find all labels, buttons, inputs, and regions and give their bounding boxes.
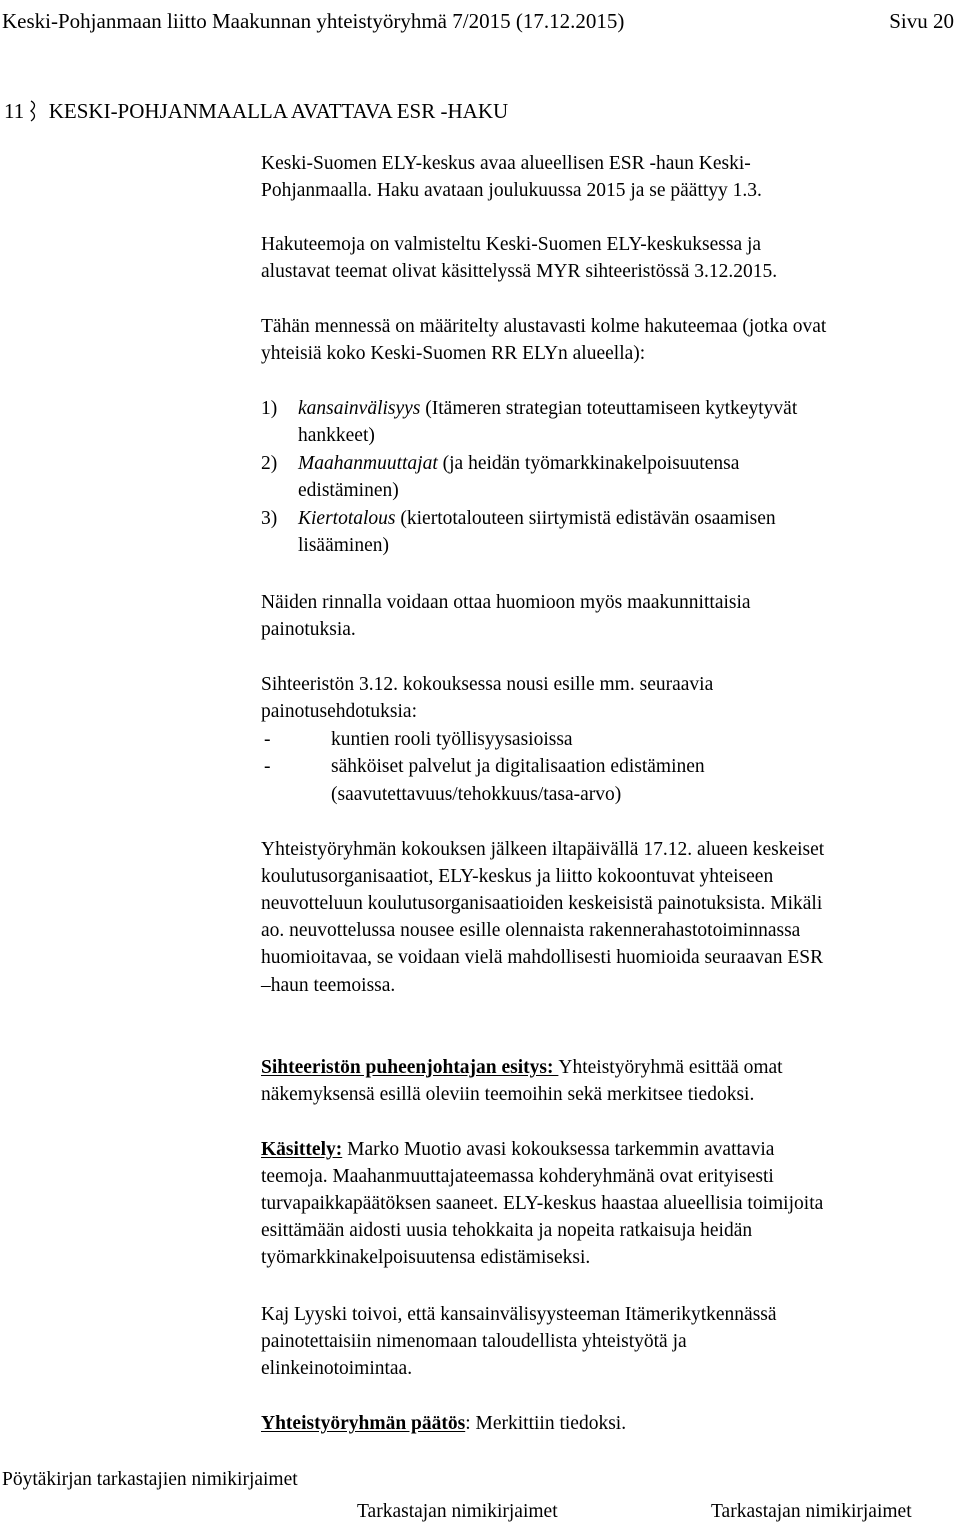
suggestion-2-text-cont: (saavutettavuus/tehokkuus/tasa-arvo) <box>331 784 622 805</box>
footer-inspector-2: Tarkastajan nimikirjaimet <box>711 1501 912 1522</box>
defined-para-line-1: Tähän mennessä on määritelty alustavasti kolme hakuteemaa (jotka ovat <box>261 316 827 337</box>
intro-line-2: Pohjanmaalla. Haku avataan joulukuussa 2015 ja se päättyy 1.3. <box>261 180 762 201</box>
handling-label: Käsittely: <box>261 1139 343 1160</box>
parallel-para-line-1: Näiden rinnalla voidaan ottaa huomioon myös maakunnittaisia <box>261 592 751 613</box>
intro-line-1: Keski-Suomen ELY-keskus avaa alueellisen ESR -haun Keski- <box>261 153 751 174</box>
after-meeting-line-2: koulutusorganisaatiot, ELY-keskus ja liitto kokoontuvat yhteiseen <box>261 866 774 887</box>
theme-3-number: 3) <box>261 508 278 529</box>
section-number: 11 <box>4 99 25 123</box>
theme-3-name: Kiertotalous <box>298 508 396 529</box>
after-meeting-line-1: Yhteistyöryhmän kokouksen jälkeen iltapäivällä 17.12. alueen keskeiset <box>261 839 825 860</box>
themes-para-line-1: Hakuteemoja on valmisteltu Keski-Suomen ELY-keskuksessa ja <box>261 234 762 255</box>
theme-3-desc: (kiertotalouteen siirtymistä edistävän osaamisen <box>395 508 776 529</box>
theme-1-desc-cont: hankkeet) <box>298 425 375 446</box>
suggestion-1-dash: - <box>264 729 271 750</box>
proposal-line-1 <box>261 1054 783 1081</box>
parallel-para-line-2: painotuksia. <box>261 619 356 640</box>
theme-2-item <box>298 450 739 477</box>
theme-1-desc: (Itämeren strategian toteuttamiseen kytkeytyvät <box>420 398 798 419</box>
footer-inspector-1: Tarkastajan nimikirjaimet <box>357 1501 558 1522</box>
decision-text: : Merkittiin tiedoksi. <box>465 1413 627 1434</box>
after-meeting-line-6: –haun teemoissa. <box>261 975 396 996</box>
kaj-para-line-3: elinkeinotoimintaa. <box>261 1358 413 1379</box>
theme-3-desc-cont: lisääminen) <box>298 535 389 556</box>
secretariat-para-line-1: Sihteeristön 3.12. kokouksessa nousi esille mm. seuraavia <box>261 674 714 695</box>
theme-1-number: 1) <box>261 398 278 419</box>
page-number: Sivu 20 <box>889 9 954 33</box>
handling-line-3: turvapaikkapäätöksen saaneet. ELY-keskus haastaa alueellisia toimijoita <box>261 1193 824 1214</box>
handling-text: Marko Muotio avasi kokouksessa tarkemmin avattavia <box>342 1139 775 1160</box>
proposal-text: Yhteistyöryhmä esittää omat <box>558 1057 783 1078</box>
suggestion-2-dash: - <box>264 756 271 777</box>
kaj-para-line-1: Kaj Lyyski toivoi, että kansainvälisyysteeman Itämerikytkennässä <box>261 1304 777 1325</box>
decision-line <box>261 1410 626 1437</box>
section-heading <box>4 96 508 126</box>
footer-signatures-label: Pöytäkirjan tarkastajien nimikirjaimet <box>2 1469 298 1490</box>
suggestion-1-text: kuntien rooli työllisyysasioissa <box>331 729 573 750</box>
handling-line-1 <box>261 1136 774 1163</box>
decision-label: Yhteistyöryhmän päätös <box>261 1413 466 1434</box>
page-header-title: Keski-Pohjanmaan liitto Maakunnan yhteistyöryhmä 7/2015 (17.12.2015) <box>2 9 625 33</box>
theme-2-desc: (ja heidän työmarkkinakelpoisuutensa <box>437 453 740 474</box>
theme-3-item <box>298 505 776 532</box>
after-meeting-line-5: huomioitavaa, se voidaan vielä mahdollisesti huomioida seuraavan ESR <box>261 947 824 968</box>
after-meeting-line-3: neuvotteluun koulutusorganisaatioiden keskeisistä painotuksista. Mikäli <box>261 893 823 914</box>
theme-1-name: kansainvälisyys <box>298 398 421 419</box>
after-meeting-line-4: ao. neuvottelussa nousee esille olennaista rakennerahastotoiminnassa <box>261 920 801 941</box>
handling-line-5: työmarkkinakelpoisuutensa edistämiseksi. <box>261 1247 591 1268</box>
secretariat-para-line-2: painotusehdotuksia: <box>261 701 417 722</box>
theme-2-name: Maahanmuuttajat <box>298 453 438 474</box>
defined-para-line-2: yhteisiä koko Keski-Suomen RR ELYn alueella): <box>261 343 646 364</box>
section-symbol <box>29 96 43 126</box>
theme-1-item <box>298 395 797 422</box>
theme-2-desc-cont: edistäminen) <box>298 480 399 501</box>
themes-para-line-2: alustavat teemat olivat käsittelyssä MYR sihteeristössä 3.12.2015. <box>261 261 778 282</box>
suggestion-2-text: sähköiset palvelut ja digitalisaation edistäminen <box>331 756 705 777</box>
kaj-para-line-2: painotettaisiin nimenomaan taloudellista yhteistyötä ja <box>261 1331 687 1352</box>
theme-2-number: 2) <box>261 453 278 474</box>
section-mark-icon <box>29 100 39 122</box>
handling-line-4: esittämään aidosti uusia tehokkaita ja nopeita ratkaisuja heidän <box>261 1220 753 1241</box>
section-title: KESKI-POHJANMAALLA AVATTAVA ESR -HAKU <box>48 99 509 123</box>
proposal-label: Sihteeristön puheenjohtajan esitys: <box>261 1057 559 1078</box>
handling-line-2: teemoja. Maahanmuuttajateemassa kohderyhmänä ovat erityisesti <box>261 1166 774 1187</box>
proposal-line-2: näkemyksensä esillä oleviin teemoihin sekä merkitsee tiedoksi. <box>261 1084 755 1105</box>
